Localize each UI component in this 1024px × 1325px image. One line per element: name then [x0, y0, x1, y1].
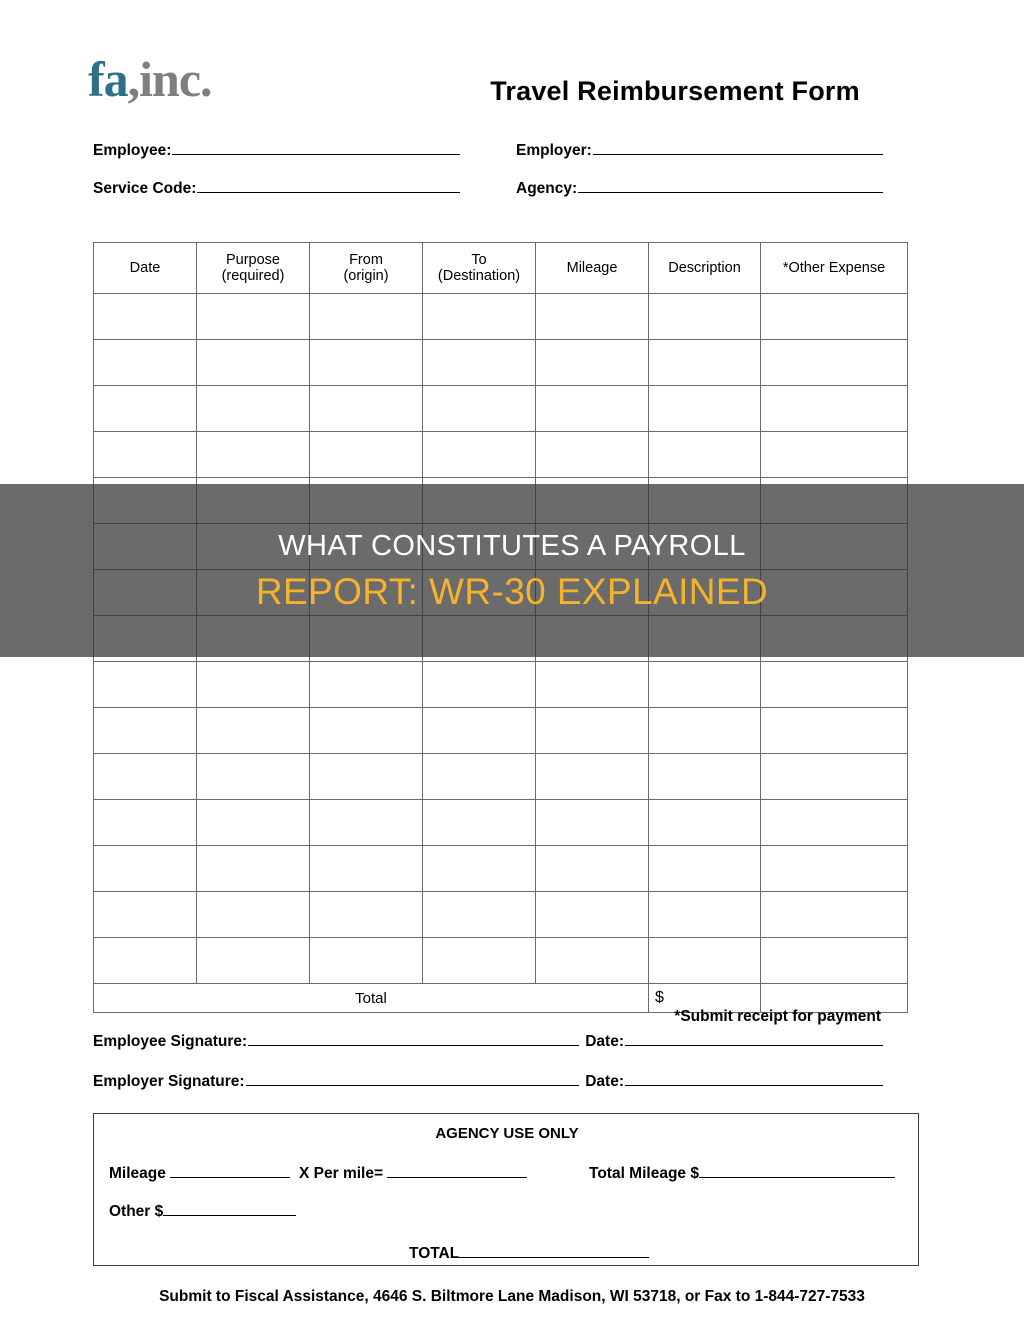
table-cell[interactable] [761, 800, 908, 846]
table-cell[interactable] [536, 340, 649, 386]
table-cell[interactable] [310, 708, 423, 754]
table-cell[interactable] [536, 616, 649, 662]
employer-label: Employer: [516, 142, 592, 159]
column-header-6 [761, 243, 908, 294]
table-cell[interactable] [310, 386, 423, 432]
agency-total-input[interactable] [459, 1243, 649, 1258]
column-header-0 [94, 243, 197, 294]
table-cell[interactable] [310, 938, 423, 984]
agency-total-mileage-row [589, 1163, 895, 1183]
table-cell[interactable] [197, 340, 310, 386]
footer-submit-note: Submit to Fiscal Assistance, 4646 S. Biltmore Lane Madison, WI 53718, or Fax to 1-844-727-7533 [159, 1288, 865, 1305]
table-cell[interactable] [761, 708, 908, 754]
table-cell[interactable] [423, 708, 536, 754]
table-cell[interactable] [423, 800, 536, 846]
page-title: Travel Reimbursement Form [490, 76, 860, 106]
table-cell[interactable] [649, 938, 761, 984]
table-row [94, 432, 908, 478]
table-cell[interactable] [423, 386, 536, 432]
table-cell[interactable] [423, 294, 536, 340]
table-row [94, 846, 908, 892]
table-cell[interactable] [649, 294, 761, 340]
table-cell[interactable] [536, 432, 649, 478]
agency-mileage-input[interactable] [170, 1163, 290, 1178]
agency-total-row [409, 1243, 649, 1263]
agency-per-mile-row [299, 1163, 527, 1183]
agency-other-row [109, 1201, 296, 1221]
table-cell[interactable] [761, 892, 908, 938]
agency-total-mileage-label: Total Mileage $ [589, 1165, 699, 1182]
receipt-note: *Submit receipt for payment [674, 1008, 881, 1025]
table-cell[interactable] [310, 570, 423, 616]
employee-label: Employee: [93, 142, 172, 159]
employer-date-input[interactable] [625, 1071, 883, 1086]
agency-input[interactable] [578, 178, 883, 193]
table-cell[interactable] [649, 432, 761, 478]
column-header-1 [197, 243, 310, 294]
logo-text-muted: ,inc. [127, 51, 212, 107]
table-row [94, 294, 908, 340]
table-cell[interactable] [649, 386, 761, 432]
employee-signature-label: Employee Signature: [93, 1033, 248, 1050]
table-cell[interactable] [423, 478, 536, 524]
table-cell[interactable] [536, 938, 649, 984]
table-cell[interactable] [310, 616, 423, 662]
table-cell[interactable] [94, 846, 197, 892]
table-cell[interactable] [310, 432, 423, 478]
column-header-line1: Mileage [566, 259, 618, 276]
service-code-input[interactable] [197, 178, 460, 193]
table-row [94, 524, 908, 570]
overlay-headline-line1: WHAT CONSTITUTES A PAYROLL [278, 529, 746, 562]
employer-date-label: Date: [585, 1073, 624, 1090]
table-cell[interactable] [197, 570, 310, 616]
table-cell[interactable] [310, 754, 423, 800]
table-cell[interactable] [423, 754, 536, 800]
table-row [94, 478, 908, 524]
agency-other-input[interactable] [163, 1201, 296, 1216]
table-cell[interactable] [761, 616, 908, 662]
employee-input[interactable] [172, 140, 460, 155]
column-header-4 [536, 243, 649, 294]
agency-mileage-row [109, 1163, 290, 1183]
agency-per-mile-label: X Per mile= [299, 1165, 384, 1182]
table-cell[interactable] [761, 340, 908, 386]
table-cell[interactable] [536, 846, 649, 892]
table-cell[interactable] [94, 662, 197, 708]
table-cell[interactable] [536, 800, 649, 846]
service-code-field-row [93, 178, 460, 198]
table-row [94, 340, 908, 386]
table-cell[interactable] [761, 386, 908, 432]
table-row [94, 892, 908, 938]
table-cell[interactable] [310, 294, 423, 340]
table-cell[interactable] [94, 800, 197, 846]
table-cell[interactable] [761, 524, 908, 570]
column-header-line1: To [471, 251, 487, 268]
column-header-5 [649, 243, 761, 294]
table-cell[interactable] [761, 478, 908, 524]
table-cell[interactable] [423, 524, 536, 570]
column-header-2 [310, 243, 423, 294]
table-cell[interactable] [649, 800, 761, 846]
table-cell[interactable] [536, 754, 649, 800]
table-cell[interactable] [94, 294, 197, 340]
column-header-line1: *Other Expense [782, 259, 886, 276]
agency-use-only-title: AGENCY USE ONLY [435, 1125, 579, 1142]
table-cell[interactable] [94, 524, 197, 570]
table-cell[interactable] [197, 386, 310, 432]
table-cell[interactable] [197, 754, 310, 800]
table-header-row [94, 243, 908, 294]
table-cell[interactable] [649, 754, 761, 800]
table-cell[interactable] [94, 340, 197, 386]
table-row [94, 616, 908, 662]
table-cell[interactable] [94, 938, 197, 984]
column-header-line1: From [349, 251, 383, 268]
table-cell[interactable] [536, 708, 649, 754]
table-cell[interactable] [423, 938, 536, 984]
table-cell[interactable] [197, 524, 310, 570]
employer-input[interactable] [593, 140, 883, 155]
table-cell[interactable] [94, 892, 197, 938]
table-row [94, 708, 908, 754]
logo-text-accent: fa [88, 51, 128, 107]
table-cell[interactable] [423, 892, 536, 938]
table-cell[interactable] [761, 938, 908, 984]
table-row [94, 754, 908, 800]
overlay-headline-line2: REPORT: WR-30 EXPLAINED [255, 570, 769, 612]
table-cell[interactable] [536, 294, 649, 340]
table-cell[interactable] [536, 892, 649, 938]
agency-use-only-box [93, 1113, 919, 1266]
table-cell[interactable] [310, 340, 423, 386]
table-cell[interactable] [197, 938, 310, 984]
table-cell[interactable] [536, 570, 649, 616]
agency-mileage-label: Mileage [109, 1165, 166, 1182]
table-row [94, 800, 908, 846]
agency-other-label: Other $ [109, 1203, 164, 1220]
table-cell[interactable] [649, 340, 761, 386]
employee-field-row [93, 140, 460, 160]
table-row [94, 386, 908, 432]
employee-date-label: Date: [585, 1033, 624, 1050]
table-cell[interactable] [423, 570, 536, 616]
expense-table-wrapper [93, 242, 907, 1013]
table-cell[interactable] [423, 662, 536, 708]
table-cell[interactable] [197, 432, 310, 478]
table-cell[interactable] [197, 616, 310, 662]
table-cell[interactable] [94, 754, 197, 800]
table-cell[interactable] [649, 892, 761, 938]
table-cell[interactable] [310, 800, 423, 846]
table-cell[interactable] [761, 754, 908, 800]
employee-date-input[interactable] [625, 1031, 883, 1046]
table-row [94, 662, 908, 708]
table-cell[interactable] [197, 294, 310, 340]
column-header-line1: Date [129, 259, 161, 276]
total-amount-cell[interactable]: $ [649, 984, 761, 1013]
column-header-3 [423, 243, 536, 294]
table-cell[interactable] [649, 524, 761, 570]
table-cell[interactable] [761, 294, 908, 340]
table-cell[interactable] [761, 662, 908, 708]
table-cell[interactable] [94, 432, 197, 478]
form-header [0, 0, 1024, 140]
table-cell[interactable] [310, 524, 423, 570]
service-code-label: Service Code: [93, 180, 197, 197]
table-cell[interactable] [94, 616, 197, 662]
employer-signature-input[interactable] [246, 1071, 580, 1086]
column-header-line1: Description [668, 259, 741, 276]
table-cell[interactable] [94, 708, 197, 754]
table-cell[interactable] [649, 846, 761, 892]
expense-table-head [94, 243, 908, 294]
employer-signature-row [93, 1071, 883, 1091]
table-cell[interactable] [197, 846, 310, 892]
agency-field-row [516, 178, 883, 198]
table-cell[interactable] [197, 708, 310, 754]
table-cell[interactable] [197, 892, 310, 938]
column-header-line2: (required) [221, 268, 285, 284]
employer-signature-label: Employer Signature: [93, 1073, 245, 1090]
table-cell[interactable] [649, 662, 761, 708]
table-cell[interactable] [197, 662, 310, 708]
column-header-line1: Purpose [225, 251, 280, 268]
table-cell[interactable] [197, 800, 310, 846]
column-header-line2: (Destination) [437, 268, 521, 284]
table-cell[interactable] [94, 478, 197, 524]
table-cell[interactable] [761, 432, 908, 478]
table-cell[interactable] [536, 478, 649, 524]
table-row [94, 570, 908, 616]
table-cell[interactable] [649, 478, 761, 524]
employer-field-row [516, 140, 883, 160]
table-cell[interactable] [423, 340, 536, 386]
table-cell[interactable] [94, 570, 197, 616]
table-cell[interactable] [423, 432, 536, 478]
table-cell[interactable] [649, 708, 761, 754]
table-cell[interactable] [197, 478, 310, 524]
table-cell[interactable] [423, 846, 536, 892]
expense-table-body [94, 294, 908, 984]
table-cell[interactable] [536, 524, 649, 570]
agency-total-label: TOTAL [409, 1245, 460, 1262]
agency-per-mile-input[interactable] [387, 1163, 527, 1178]
table-cell[interactable] [761, 846, 908, 892]
table-cell[interactable] [649, 616, 761, 662]
employee-signature-input[interactable] [248, 1031, 579, 1046]
table-cell[interactable] [761, 570, 908, 616]
agency-label: Agency: [516, 180, 578, 197]
table-cell[interactable] [536, 386, 649, 432]
table-row [94, 938, 908, 984]
table-cell[interactable] [310, 662, 423, 708]
column-header-line2: (origin) [343, 268, 389, 284]
table-cell[interactable] [649, 570, 761, 616]
table-cell[interactable] [310, 892, 423, 938]
agency-total-mileage-input[interactable] [699, 1163, 895, 1178]
table-cell[interactable] [536, 662, 649, 708]
expense-table [93, 242, 908, 1013]
table-cell[interactable] [310, 478, 423, 524]
table-cell[interactable] [423, 616, 536, 662]
total-label-cell: Total [94, 984, 649, 1013]
table-cell[interactable] [310, 846, 423, 892]
employee-signature-row [93, 1031, 883, 1051]
company-logo [88, 51, 212, 107]
table-cell[interactable] [94, 386, 197, 432]
